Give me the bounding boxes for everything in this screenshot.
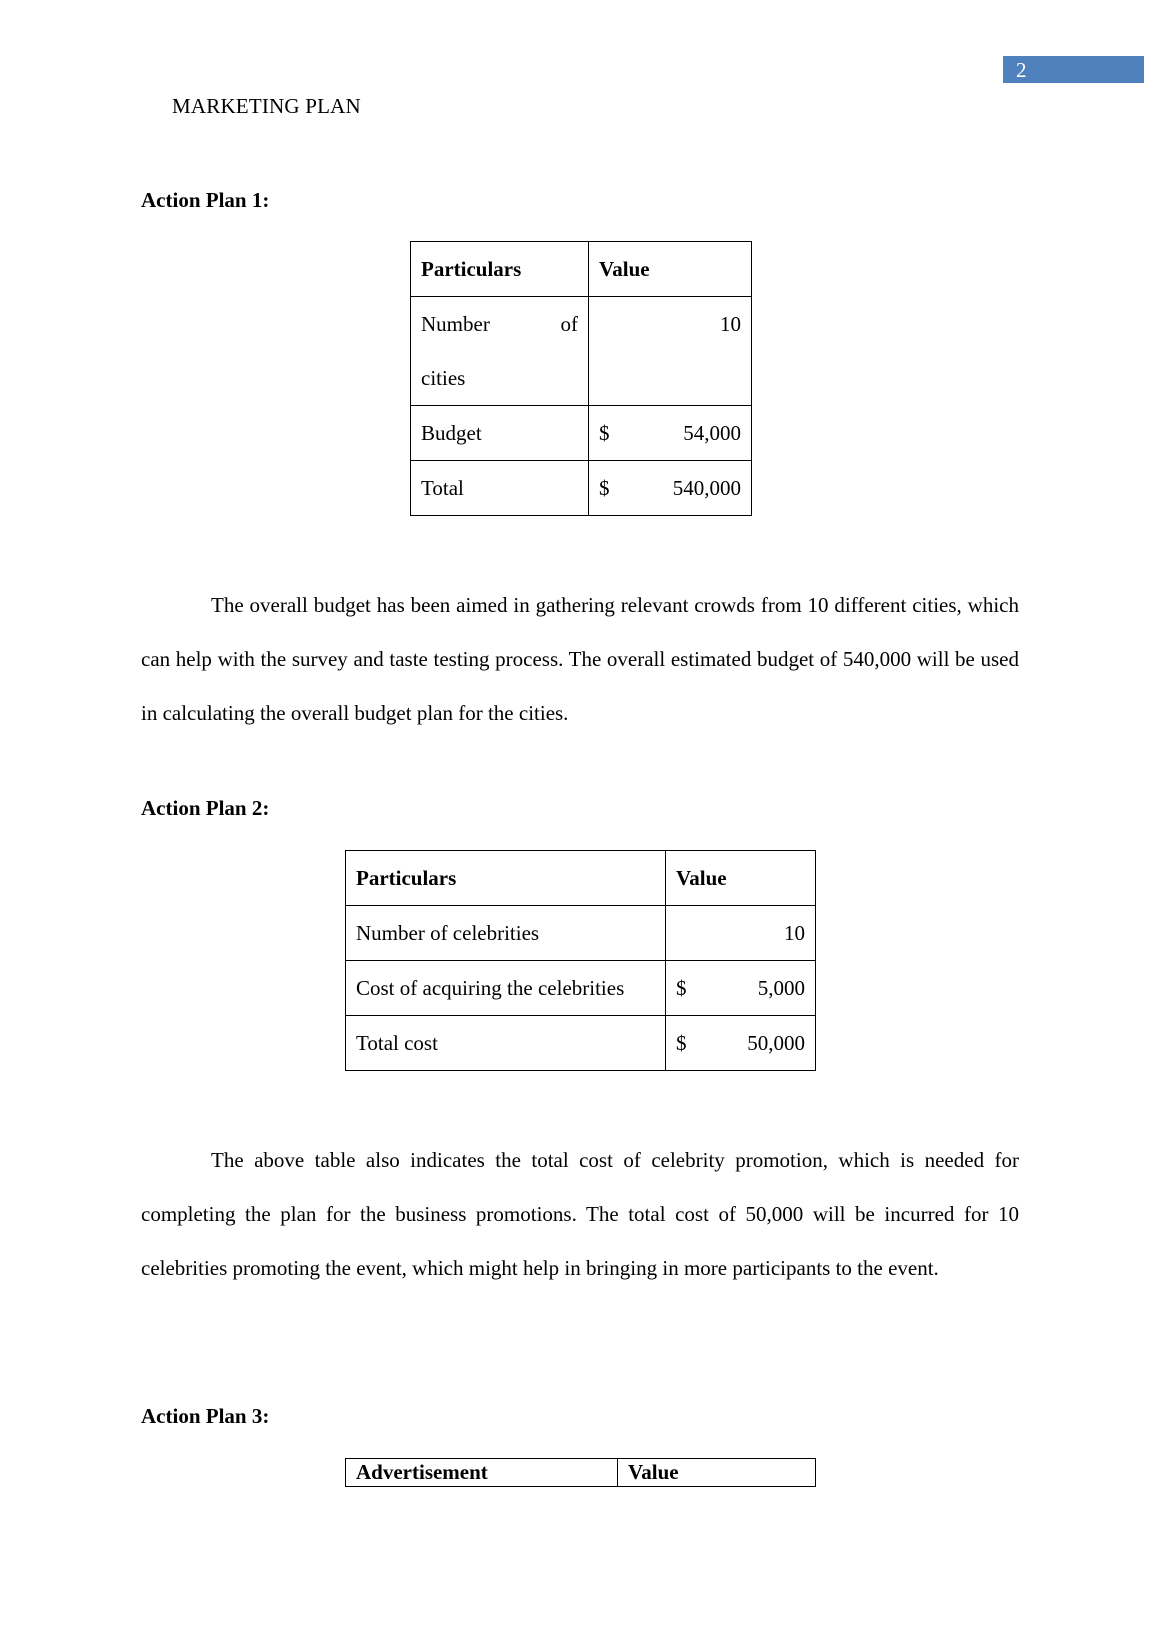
row-value xyxy=(666,1016,816,1071)
currency-symbol: $ xyxy=(599,421,610,445)
table-row xyxy=(346,1016,816,1071)
action-plan-2-table xyxy=(345,850,816,1071)
header-cell-value: Value xyxy=(666,851,816,906)
action-plan-2-heading: Action Plan 2: xyxy=(141,796,270,820)
table-header-row xyxy=(411,242,752,297)
label-word-number: Number xyxy=(421,312,490,336)
action-plan-1-table xyxy=(410,241,752,516)
action-plan-2-paragraph: The above table also indicates the total cost of celebrity promotion, which is needed for completing the plan for the business promotions. The total cost of 50,000 will be incurred for 10 celebrities promoting the event, which might help in bringing in more participants to the event. xyxy=(141,1148,1019,1280)
row-label: Number of celebrities xyxy=(346,906,666,961)
page-number: 2 xyxy=(1003,56,1144,83)
row-value: 10 xyxy=(589,297,752,406)
row-value xyxy=(666,961,816,1016)
label-line-1 xyxy=(421,297,578,351)
row-label-number-of-cities xyxy=(411,297,589,406)
label-line-2: cities xyxy=(421,366,466,390)
currency-symbol: $ xyxy=(599,476,610,500)
header-cell-value: Value xyxy=(589,242,752,297)
currency-symbol: $ xyxy=(676,1031,687,1055)
row-value: 10 xyxy=(666,906,816,961)
amount: 540,000 xyxy=(672,476,741,500)
running-header: MARKETING PLAN xyxy=(172,94,361,118)
action-plan-1-paragraph: The overall budget has been aimed in gathering relevant crowds from 10 different cities, which can help with the survey and taste testing process. The overall estimated budget of 540,000 will be used in calculating the overall budget plan for the cities. xyxy=(141,593,1019,725)
row-label: Budget xyxy=(411,406,589,461)
table-row xyxy=(346,961,816,1016)
row-value xyxy=(589,461,752,516)
table-header-row xyxy=(346,1459,816,1487)
row-value xyxy=(589,406,752,461)
header-cell-particulars: Particulars xyxy=(411,242,589,297)
amount: 5,000 xyxy=(757,976,805,1000)
amount: 50,000 xyxy=(747,1031,805,1055)
header-cell-value: Value xyxy=(618,1459,816,1487)
row-label: Total xyxy=(411,461,589,516)
header-cell-particulars: Particulars xyxy=(346,851,666,906)
currency-symbol: $ xyxy=(676,976,687,1000)
action-plan-1-heading: Action Plan 1: xyxy=(141,188,270,212)
label-word-of: of xyxy=(560,312,578,336)
table-row xyxy=(346,906,816,961)
table-row xyxy=(411,406,752,461)
row-label: Cost of acquiring the celebrities xyxy=(346,961,666,1016)
action-plan-3-heading: Action Plan 3: xyxy=(141,1404,270,1428)
row-label: Total cost xyxy=(346,1016,666,1071)
table-row xyxy=(411,461,752,516)
table-row xyxy=(411,297,752,406)
action-plan-3-table xyxy=(345,1458,816,1487)
table-header-row xyxy=(346,851,816,906)
amount: 54,000 xyxy=(683,421,741,445)
header-cell-advertisement: Advertisement xyxy=(346,1459,618,1487)
